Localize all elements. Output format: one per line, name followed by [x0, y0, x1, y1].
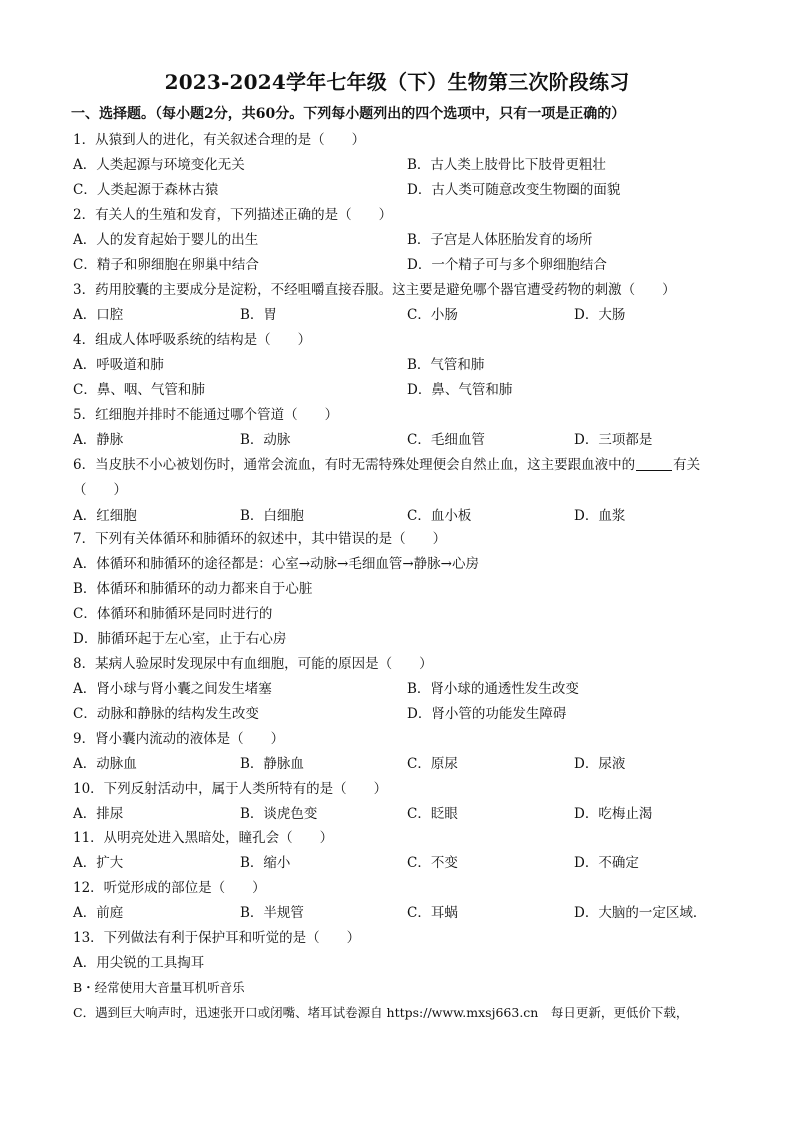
question-1-option-d: D．古人类可随意改变生物圈的面貌 — [407, 182, 621, 198]
question-4-option-d: D．鼻、气管和肺 — [407, 382, 513, 398]
question-2-option-d: D．一个精子可与多个卵细胞结合 — [407, 257, 607, 273]
question-1-option-c: C．人类起源于森林古猿 — [73, 182, 219, 198]
question-13-option-c: C．遇到巨大响声时，迅速张开口或闭嘴、堵耳试卷源自 https://www.mxsj663.cn 每日更新，更低价下载， — [73, 1005, 689, 1020]
question-11-option-d: D．不确定 — [574, 855, 639, 871]
page-title: 2023-2024学年七年级（下）生物第三次阶段练习 — [164, 70, 630, 94]
question-3-option-c: C．小肠 — [407, 307, 458, 323]
question-8-option-c: C．动脉和静脉的结构发生改变 — [73, 706, 259, 722]
question-11-stem: 11．从明亮处进入黑暗处，瞳孔会（ ） — [73, 830, 334, 846]
question-5-option-d: D．三项都是 — [574, 432, 653, 448]
question-12-stem: 12．听觉形成的部位是（ ） — [73, 880, 266, 896]
question-5-stem: 5．红细胞并排时不能通过哪个管道（ ） — [73, 407, 339, 423]
question-12-option-b: B．半规管 — [240, 905, 304, 921]
question-6-stem-part-1: 6．当皮肤不小心被划伤时，通常会流血，有时无需特殊处理便会自然止血，这主要跟血液中的 — [73, 457, 636, 473]
question-10-option-c: C．眨眼 — [407, 806, 458, 822]
question-3-option-a: A．口腔 — [73, 307, 124, 323]
question-10-stem: 10．下列反射活动中，属于人类所特有的是（ ） — [73, 781, 388, 797]
question-5-option-c: C．毛细血管 — [407, 432, 485, 448]
question-9-stem: 9．肾小囊内流动的液体是（ ） — [73, 731, 285, 747]
question-10-option-d: D．吃梅止渴 — [574, 806, 653, 822]
question-6-stem — [73, 456, 700, 474]
question-6-option-a: A．红细胞 — [73, 508, 137, 524]
question-6-answer-bracket: （ ） — [73, 482, 127, 498]
question-6-option-d: D．血浆 — [574, 508, 626, 524]
question-7-option-a: A．体循环和肺循环的途径都是：心室→动脉→毛细血管→静脉→心房 — [73, 556, 479, 572]
question-9-option-d: D．尿液 — [574, 756, 626, 772]
question-2-option-a: A．人的发育起始于婴儿的出生 — [73, 232, 259, 248]
question-9-option-c: C．原尿 — [407, 756, 458, 772]
question-12-option-d: D．大脑的一定区域． — [574, 905, 707, 921]
question-4-option-c: C．鼻、咽、气管和肺 — [73, 382, 205, 398]
question-9-option-a: A．动脉血 — [73, 756, 137, 772]
question-5-option-a: A．静脉 — [73, 432, 124, 448]
question-2-stem: 2．有关人的生殖和发育，下列描述正确的是（ ） — [73, 207, 393, 223]
question-4-option-b: B．气管和肺 — [407, 357, 485, 373]
question-1-option-b: B．古人类上肢骨比下肢骨更粗壮 — [407, 157, 606, 173]
question-3-option-b: B．胃 — [240, 307, 277, 323]
question-8-option-b: B．肾小球的通透性发生改变 — [407, 681, 579, 697]
question-12-option-a: A．前庭 — [73, 905, 124, 921]
question-2-option-c: C．精子和卵细胞在卵巢中结合 — [73, 257, 259, 273]
question-1-option-a: A．人类起源与环境变化无关 — [73, 157, 245, 173]
question-13-option-b: B・经常使用大音量耳机听音乐 — [73, 980, 245, 995]
question-11-option-c: C．不变 — [407, 855, 458, 871]
question-8-option-a: A．肾小球与肾小囊之间发生堵塞 — [73, 681, 272, 697]
question-4-option-a: A．呼吸道和肺 — [73, 357, 164, 373]
question-5-option-b: B．动脉 — [240, 432, 291, 448]
question-10-option-a: A．排尿 — [73, 806, 124, 822]
question-7-stem: 7．下列有关体循环和肺循环的叙述中，其中错误的是（ ） — [73, 531, 447, 547]
question-13-stem: 13．下列做法有利于保护耳和听觉的是（ ） — [73, 930, 361, 946]
question-11-option-a: A．扩大 — [73, 855, 124, 871]
question-7-option-d: D．肺循环起于左心室，止于右心房 — [73, 631, 287, 647]
question-2-option-b: B．子宫是人体胚胎发育的场所 — [407, 232, 593, 248]
fill-in-blank — [636, 456, 672, 471]
question-11-option-b: B．缩小 — [240, 855, 291, 871]
question-1-stem: 1．从猿到人的进化，有关叙述合理的是（ ） — [73, 132, 366, 148]
question-6-option-b: B．白细胞 — [240, 508, 304, 524]
question-3-stem: 3．药用胶囊的主要成分是淀粉，不经咀嚼直接吞服。这主要是避免哪个器官遭受药物的刺激（ ） — [73, 282, 676, 298]
question-3-option-d: D．大肠 — [574, 307, 626, 323]
question-9-option-b: B．静脉血 — [240, 756, 304, 772]
question-10-option-b: B．谈虎色变 — [240, 806, 318, 822]
question-7-option-c: C．体循环和肺循环是同时进行的 — [73, 606, 273, 622]
question-13-option-a: A．用尖锐的工具掏耳 — [73, 955, 205, 971]
question-6-stem-part-2: 有关 — [673, 457, 701, 473]
question-4-stem: 4．组成人体呼吸系统的结构是（ ） — [73, 332, 312, 348]
question-8-option-d: D．肾小管的功能发生障碍 — [407, 706, 567, 722]
question-8-stem: 8．某病人验尿时发现尿中有血细胞，可能的原因是（ ） — [73, 656, 433, 672]
question-7-option-b: B．体循环和肺循环的动力都来自于心脏 — [73, 581, 313, 597]
question-12-option-c: C．耳蜗 — [407, 905, 458, 921]
question-6-option-c: C．血小板 — [407, 508, 472, 524]
section-heading: 一、选择题。（每小题2分，共60分。下列每小题列出的四个选项中，只有一项是正确的） — [71, 106, 626, 122]
